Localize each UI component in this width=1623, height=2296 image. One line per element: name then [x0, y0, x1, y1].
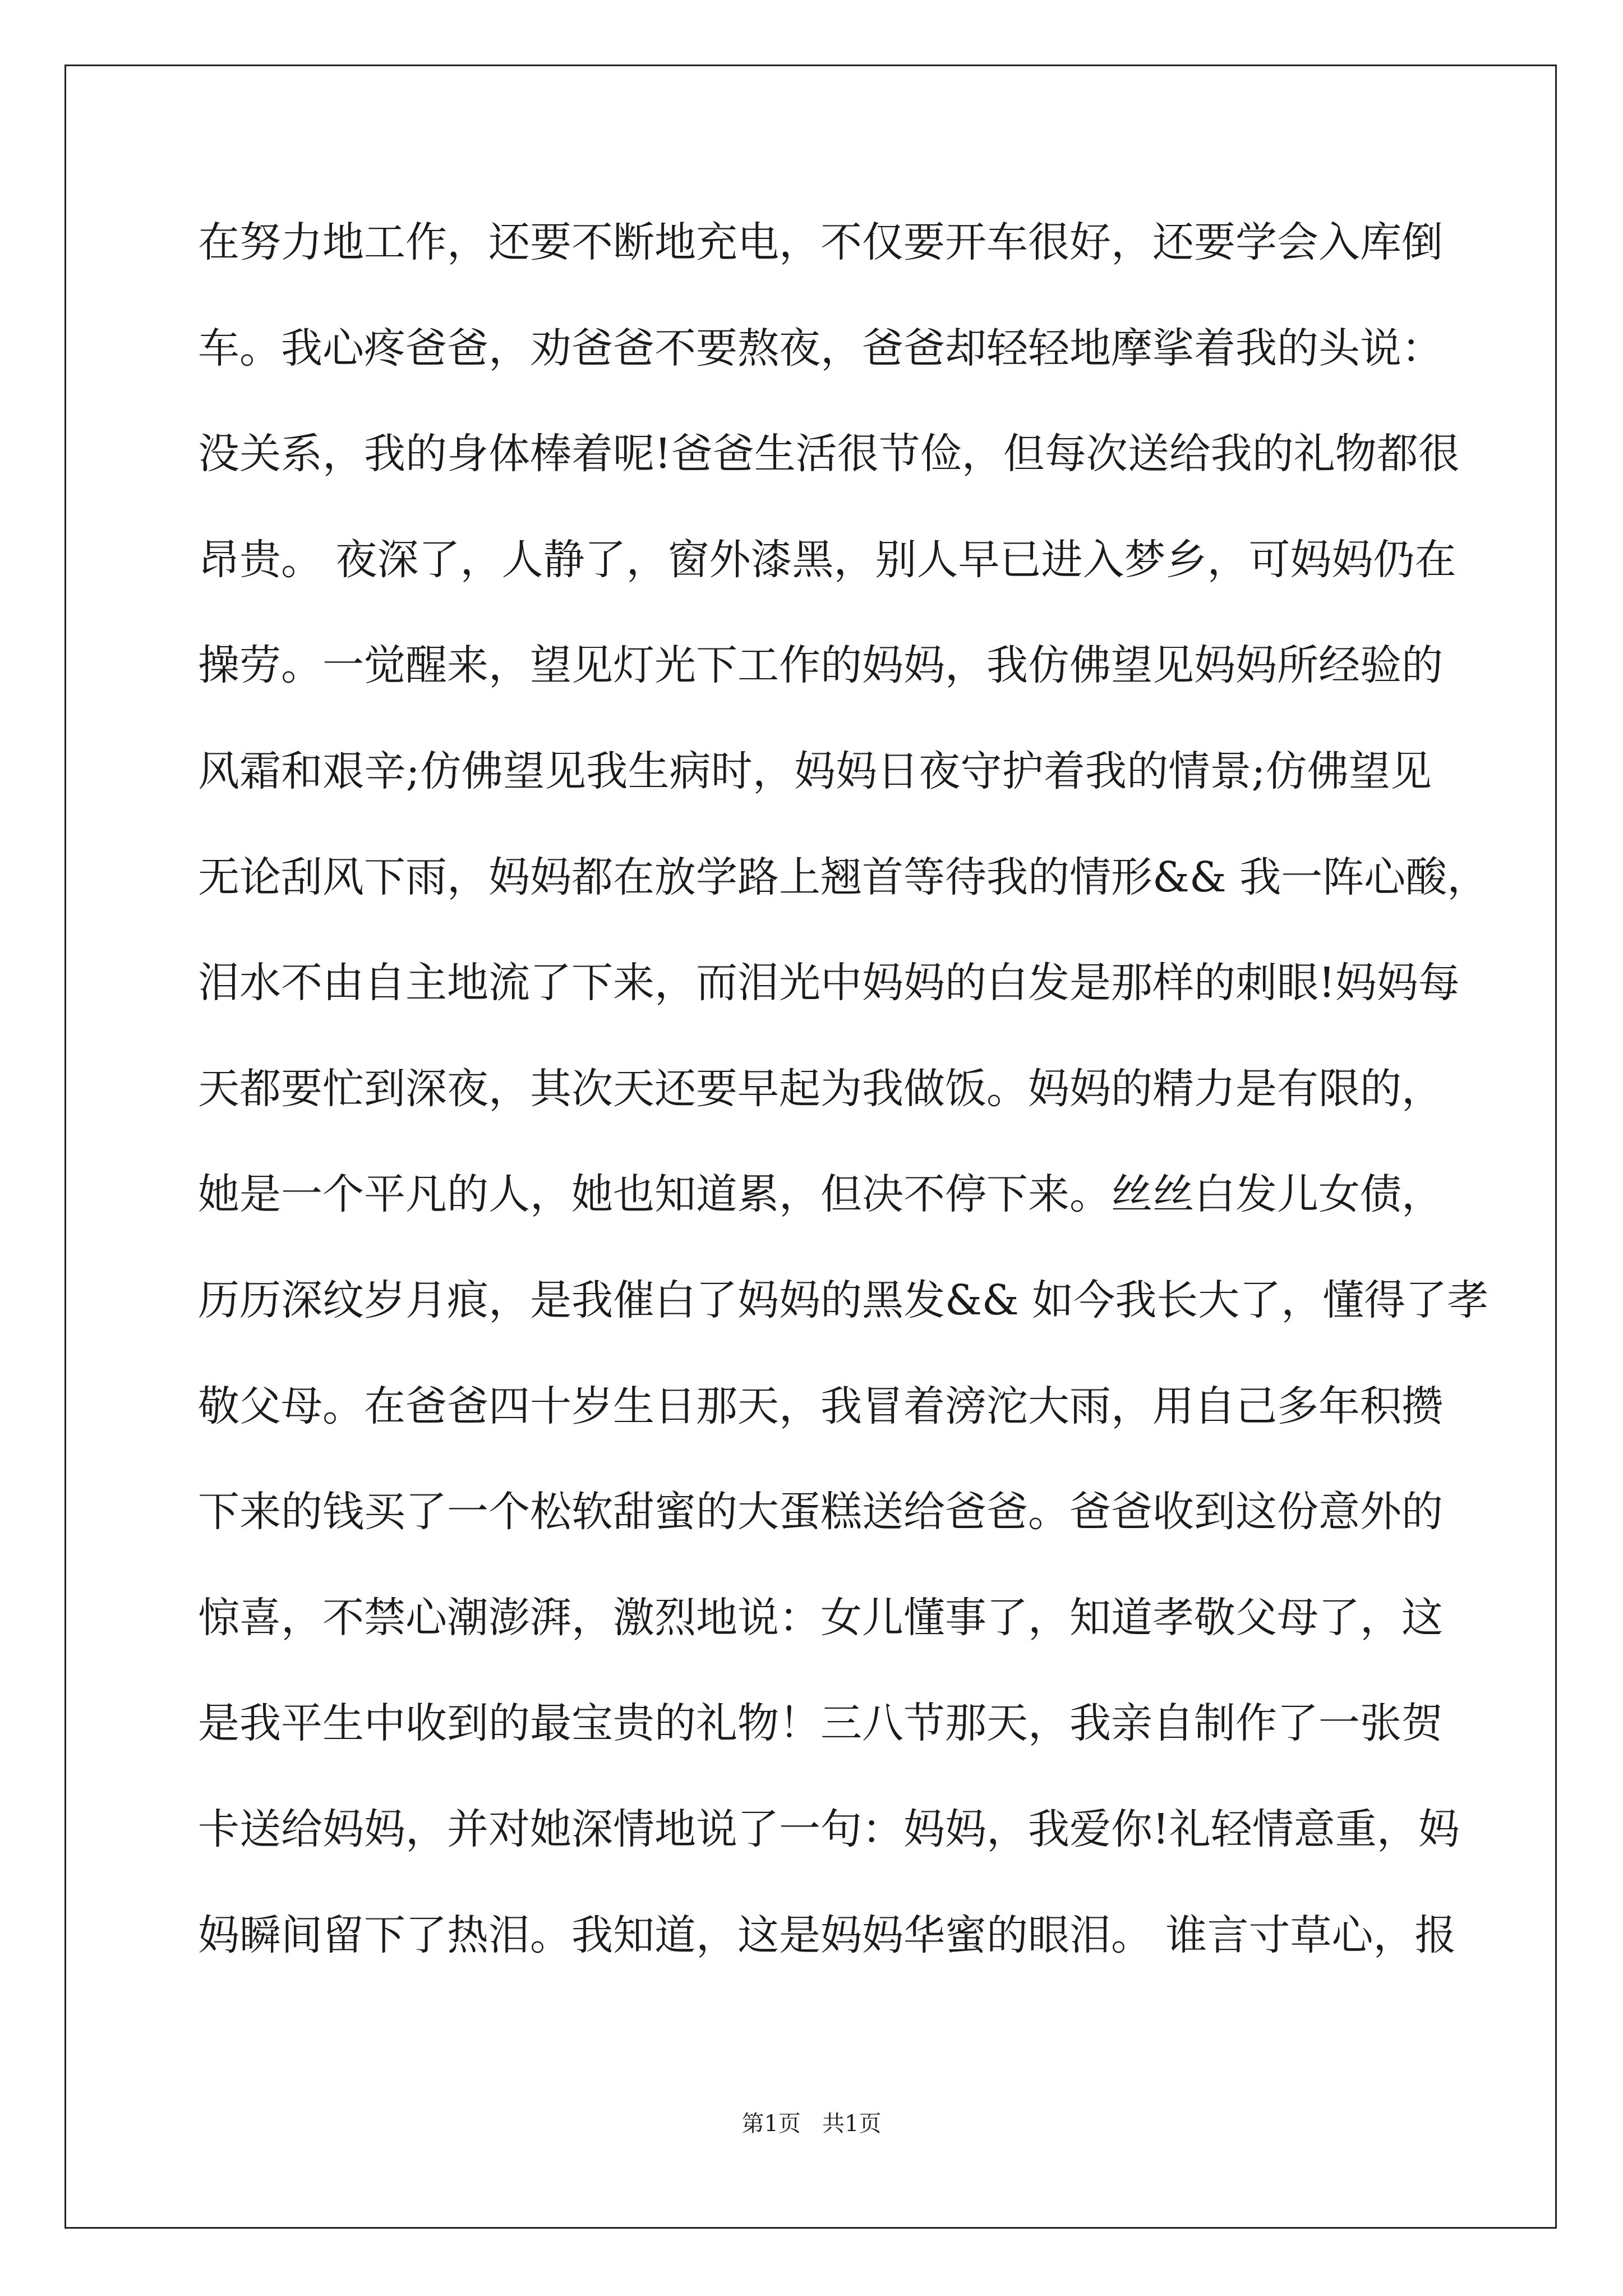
text-line: 惊喜，不禁心潮澎湃，激烈地说：女儿懂事了，知道孝敬父母了，这 — [198, 1593, 1443, 1642]
text-line: 是我平生中收到的最宝贵的礼物！三八节那天，我亲自制作了一张贺 — [198, 1699, 1443, 1748]
text-line: 风霜和艰辛;仿佛望见我生病时，妈妈日夜守护着我的情景;仿佛望见 — [198, 747, 1432, 795]
text-line: 卡送给妈妈，并对她深情地说了一句：妈妈，我爱你!礼轻情意重，妈 — [198, 1805, 1460, 1853]
text-line: 妈瞬间留下了热泪。我知道，这是妈妈华蜜的眼泪。 谁言寸草心，报 — [198, 1911, 1456, 1959]
text-line: 历历深纹岁月痕，是我催白了妈妈的黑发&& 如今我长大了，懂得了孝 — [198, 1276, 1489, 1324]
text-line: 无论刮风下雨，妈妈都在放学路上翘首等待我的情形&& 我一阵心酸， — [198, 853, 1489, 901]
text-line: 在努力地工作，还要不断地充电，不仅要开车很好，还要学会入库倒 — [198, 218, 1443, 266]
text-line: 昂贵。 夜深了，人静了，窗外漆黑，别人早已进入梦乡，可妈妈仍在 — [198, 535, 1456, 584]
text-line: 车。我心疼爸爸，劝爸爸不要熬夜，爸爸却轻轻地摩挲着我的头说： — [198, 324, 1443, 372]
text-line: 她是一个平凡的人，她也知道累，但决不停下来。丝丝白发儿女债， — [198, 1170, 1443, 1219]
text-line: 天都要忙到深夜，其次天还要早起为我做饭。妈妈的精力是有限的， — [198, 1064, 1443, 1113]
text-line: 没关系，我的身体棒着呢!爸爸生活很节俭，但每次送给我的礼物都很 — [198, 430, 1460, 478]
text-line: 下来的钱买了一个松软甜蜜的大蛋糕送给爸爸。爸爸收到这份意外的 — [198, 1488, 1443, 1536]
text-line: 敬父母。在爸爸四十岁生日那天，我冒着滂沱大雨，用自己多年积攒 — [198, 1382, 1443, 1430]
page-number-footer: 第1页 共1页 — [741, 2111, 882, 2137]
text-line: 泪水不由自主地流了下来，而泪光中妈妈的白发是那样的刺眼!妈妈每 — [198, 959, 1460, 1007]
document-body — [198, 218, 1489, 2020]
text-line: 操劳。一觉醒来，望见灯光下工作的妈妈，我仿佛望见妈妈所经验的 — [198, 641, 1443, 690]
